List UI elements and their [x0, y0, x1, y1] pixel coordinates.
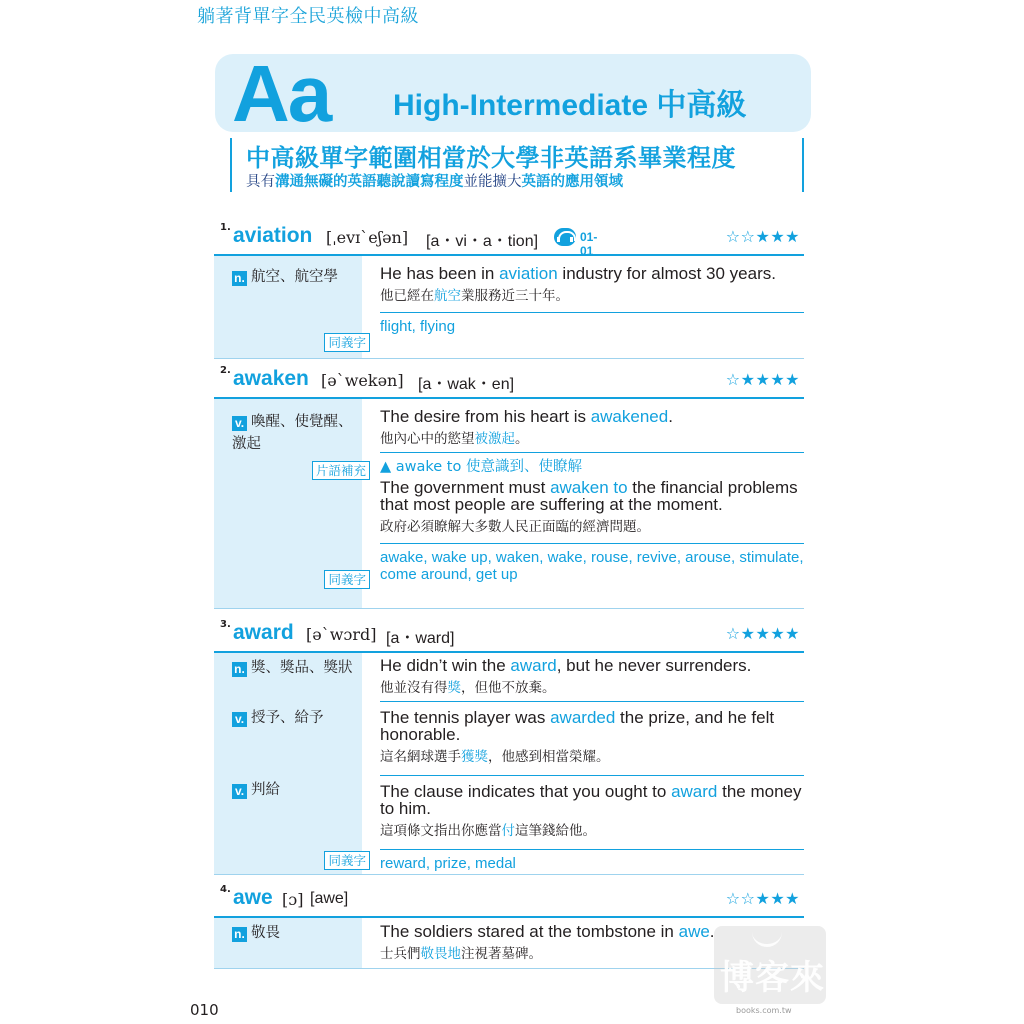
pos-badge: n. — [232, 662, 247, 677]
entry-number: 4. — [220, 884, 231, 895]
chapter-letters: Aa — [232, 49, 331, 138]
phrase-tag: 片語補充 — [312, 461, 370, 480]
phrase-block — [380, 453, 804, 544]
example-en: The desire from his heart is awakened. — [380, 407, 673, 426]
track-code: 01-01 — [580, 230, 598, 258]
difficulty-stars: ☆☆★★★ — [725, 889, 800, 908]
headword: awaken — [233, 367, 309, 390]
synonym-list: awake, wake up, waken, wake, rouse, revive, arouse, stimulate, come around, get up — [380, 549, 804, 583]
pos-badge: v. — [232, 784, 247, 799]
intro-part: 並能擴大 — [463, 174, 522, 190]
entry-head — [214, 365, 804, 399]
headword: aviation — [233, 224, 313, 247]
pos-badge: v. — [232, 712, 247, 727]
syllables: [a・vi・a・tion] — [426, 233, 539, 250]
watermark — [714, 926, 828, 1018]
example-en: He didn’t win the award, but he never surrenders. — [380, 656, 752, 675]
intro-part-bold: 溝通無礙的英語聽說讀寫程度 — [275, 174, 464, 190]
watermark-text: 博客來 — [720, 958, 825, 998]
example-block — [380, 776, 804, 850]
sense-meaning: 敬畏 — [251, 925, 280, 941]
entry-number: 3. — [220, 619, 231, 630]
synonym-tag: 同義字 — [324, 851, 370, 870]
headword: award — [233, 621, 294, 644]
sense-column — [214, 256, 366, 358]
synonym-list: flight, flying — [380, 318, 456, 335]
phrase-example-en: The government must awaken to the financial problems that most people are suffering at the moment. — [380, 478, 798, 514]
entry-awaken — [214, 365, 804, 609]
example-block — [380, 256, 804, 313]
example-column — [362, 399, 804, 608]
sense-column — [214, 653, 366, 874]
entry-body — [214, 399, 804, 609]
entry-aviation — [214, 222, 804, 359]
entry-award — [214, 619, 804, 875]
entry-body — [214, 256, 804, 359]
example-column — [362, 653, 804, 874]
chapter-title: High-Intermediate 中高級 — [393, 89, 747, 122]
example-en: The clause indicates that you ought to award the money to him. — [380, 782, 802, 818]
intro-part-bold: 英語的應用領域 — [521, 174, 623, 190]
example-zh: 這名網球選手獲獎，他感到相當榮耀。 — [380, 749, 610, 765]
sense-label — [232, 657, 360, 679]
example-zh: 這項條文指出你應當付這筆錢給他。 — [380, 823, 596, 839]
sense-meaning: 授予、給予 — [251, 710, 324, 726]
sense-column — [214, 399, 366, 608]
synonym-tag: 同義字 — [324, 570, 370, 589]
page-number: 010 — [190, 1001, 219, 1019]
sense-meaning: 判給 — [251, 782, 280, 798]
example-zh: 士兵們敬畏地注視著墓碑。 — [380, 946, 542, 962]
example-en: The soldiers stared at the tombstone in awe. — [380, 922, 715, 941]
ipa: [ɔ] — [282, 890, 304, 909]
entry-head — [214, 222, 804, 256]
intro-headline: 中高級單字範圍相當於大學非英語系畢業程度 — [246, 144, 736, 172]
synonym-list: reward, prize, medal — [380, 855, 516, 872]
watermark-url: books.com.tw — [736, 1006, 792, 1015]
pos-badge: v. — [232, 416, 247, 431]
example-zh: 他內心中的慾望被激起。 — [380, 431, 529, 447]
sense-meaning: 喚醒、使覺醒、激起 — [232, 414, 353, 452]
running-head: 躺著背單字全民英檢中高級 — [197, 6, 419, 27]
syllables: [a・ward] — [386, 630, 455, 647]
entry-head — [214, 884, 804, 918]
sense-label — [232, 707, 360, 729]
example-zh: 他已經在航空業服務近三十年。 — [380, 288, 569, 304]
ipa: [ˌevɪˋeʃən] — [326, 228, 409, 247]
difficulty-stars: ☆★★★★ — [725, 624, 800, 643]
phrase-example-zh: 政府必須瞭解大多數人民正面臨的經濟問題。 — [380, 519, 650, 535]
sense-label — [232, 779, 360, 801]
ipa: [əˋwɔrd] — [306, 625, 377, 644]
level-intro — [230, 138, 804, 192]
headword: awe — [233, 886, 273, 909]
example-en: The tennis player was awarded the prize, and he felt honorable. — [380, 708, 775, 744]
example-zh: 他並沒有得獎，但他不放棄。 — [380, 680, 556, 696]
intro-part: 具有 — [246, 174, 275, 190]
intro-subline — [246, 170, 623, 191]
entry-number: 2. — [220, 365, 231, 376]
entry-body — [214, 653, 804, 875]
sense-meaning: 獎、獎品、獎狀 — [251, 660, 353, 676]
example-block — [380, 653, 804, 702]
pos-badge: n. — [232, 271, 247, 286]
pos-badge: n. — [232, 927, 247, 942]
difficulty-stars: ☆☆★★★ — [725, 227, 800, 246]
syllables: [a・wak・en] — [418, 376, 515, 393]
example-block — [380, 399, 804, 453]
entry-head — [214, 619, 804, 653]
sense-label — [232, 922, 360, 944]
headphones-icon — [554, 228, 576, 246]
ipa: [əˋwekən] — [321, 371, 404, 390]
phrase-head: ▲ awake to 使意識到、使瞭解 — [380, 459, 582, 475]
example-block — [380, 702, 804, 776]
synonym-tag: 同義字 — [324, 333, 370, 352]
entry-number: 1. — [220, 222, 231, 233]
sense-label — [232, 266, 360, 288]
example-en: He has been in aviation industry for almost 30 years. — [380, 264, 776, 283]
sense-meaning: 航空、航空學 — [251, 269, 338, 285]
sense-label — [232, 411, 360, 455]
example-column — [362, 256, 804, 358]
difficulty-stars: ☆★★★★ — [725, 370, 800, 389]
sense-column — [214, 918, 362, 968]
syllables: [awe] — [310, 890, 349, 907]
